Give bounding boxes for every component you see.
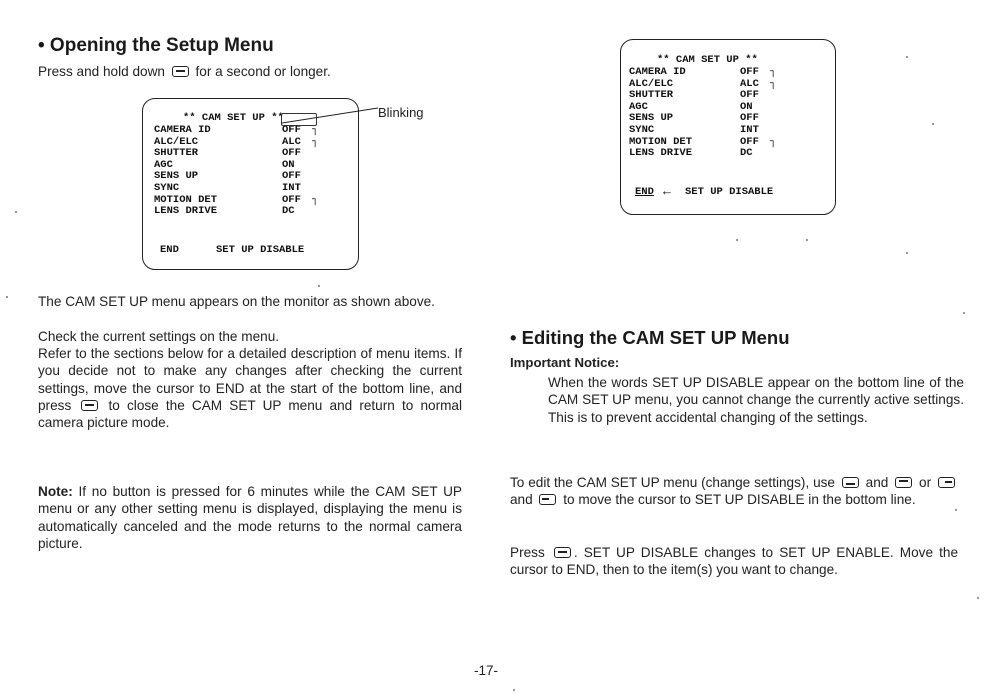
scan-speck (806, 239, 808, 241)
menu-item-label: SYNC (629, 124, 655, 136)
menu-setup-status: SET UP DISABLE (216, 244, 305, 256)
menu-item-label: SENS UP (154, 170, 199, 183)
note-label: Note: (38, 484, 73, 499)
page-number: -17- (474, 663, 499, 678)
edit-text-end: to move the cursor to SET UP DISABLE in the bottom line. (563, 492, 916, 508)
menu-item-label: ALC/ELC (629, 77, 674, 90)
submenu-indicator-icon: ┐ (312, 124, 319, 136)
para-refer-end: to close the CAM SET UP menu and return to normal camera picture mode. (38, 397, 462, 431)
scan-speck (977, 597, 979, 599)
menu-item-value: OFF (282, 193, 301, 206)
para-refer-sections (38, 345, 462, 431)
submenu-indicator-icon: ┐ (770, 66, 777, 78)
menu-item-label: MOTION DET (629, 135, 693, 148)
scan-speck (906, 252, 908, 254)
para-edit-instructions (510, 474, 958, 509)
left-arrow-icon: ← (663, 184, 671, 199)
scan-speck (906, 56, 908, 58)
scan-speck (955, 509, 957, 511)
menu-item-value: OFF (740, 135, 759, 148)
press-text: . SET UP DISABLE changes to SET UP ENABLE. Move the cursor to END, then to the item(s) you want to change. (510, 545, 959, 578)
para-check-settings: Check the current settings on the menu. (38, 329, 280, 344)
menu-item-value: OFF (282, 124, 301, 136)
blinking-label: Blinking (378, 105, 424, 120)
set-button-icon (81, 400, 98, 411)
scan-speck (6, 296, 8, 298)
menu-item-label: CAMERA ID (154, 124, 211, 136)
menu-item-label: SHUTTER (629, 89, 674, 102)
menu-item-label: ALC/ELC (154, 135, 199, 148)
menu-item-value: ON (740, 100, 753, 113)
menu-title: ** CAM SET UP ** (657, 54, 758, 66)
scan-speck (932, 123, 934, 125)
menu-item-value: DC (740, 147, 753, 160)
menu-item-label: MOTION DET (154, 193, 218, 206)
intro-text-start: Press and hold down (38, 64, 165, 79)
edit-text-and: and (865, 475, 889, 490)
scan-speck (963, 312, 965, 314)
menu-item-label: AGC (629, 100, 648, 113)
menu-item-value: OFF (740, 89, 759, 102)
intro-text (38, 63, 458, 80)
edit-text-or: or (919, 475, 932, 490)
submenu-indicator-icon: ┐ (770, 135, 777, 148)
menu-title: ** CAM SET UP ** (183, 112, 284, 124)
submenu-indicator-icon: ┐ (312, 193, 319, 206)
para-press-set (510, 544, 958, 579)
submenu-indicator-icon: ┐ (770, 77, 777, 90)
menu-item-label: SHUTTER (154, 147, 199, 160)
right-button-icon (539, 494, 556, 505)
scan-speck (318, 285, 320, 287)
menu-end-item: END (635, 186, 654, 198)
set-button-icon (554, 547, 571, 558)
menu-item-value: ON (282, 158, 295, 171)
cam-setup-menu-screen-right (620, 39, 836, 215)
press-label: Press (510, 545, 545, 560)
note-block (38, 483, 462, 552)
menu-item-value: OFF (282, 147, 301, 160)
menu-setup-status: SET UP DISABLE (685, 186, 774, 198)
note-text: If no button is pressed for 6 minutes while the CAM SET UP menu or any other setting menu is displayed, displaying the menu is automatically canceled and the mode returns to the normal camera picture. (38, 484, 462, 551)
left-button-icon (938, 477, 955, 488)
menu-item-value: INT (740, 124, 759, 136)
menu-end-item: END (160, 244, 179, 256)
menu-item-label: LENS DRIVE (154, 205, 218, 218)
menu-item-label: CAMERA ID (629, 66, 686, 78)
scan-speck (513, 689, 515, 691)
menu-item-label: SENS UP (629, 112, 674, 125)
menu-item-value: ALC (740, 77, 759, 90)
menu-item-value: DC (282, 205, 295, 218)
menu-item-value: OFF (740, 66, 759, 78)
intro-text-end: for a second or longer. (195, 64, 331, 79)
notice-text: When the words SET UP DISABLE appear on the bottom line of the CAM SET UP menu, you cannot change the currently active settings. This is to prevent accidental changing of the settings. (548, 375, 964, 425)
para-refer-start: Refer to the sections below for a detailed description of menu items. If you decide not to make any changes after checking the current settings, move the cursor to END at the start of the bottom line, and press (38, 346, 462, 413)
scan-speck (736, 239, 738, 241)
edit-text-and-2: and (510, 492, 533, 508)
edit-text-start: To edit the CAM SET UP menu (change settings), use (510, 475, 835, 490)
blinking-leader-line (280, 106, 390, 126)
section-heading-editing: • Editing the CAM SET UP Menu (510, 327, 790, 348)
section-heading-opening: • Opening the Setup Menu (38, 35, 274, 56)
menu-item-value: OFF (740, 112, 759, 125)
menu-item-value: ALC (282, 135, 301, 148)
up-button-icon (842, 477, 859, 488)
menu-item-label: SYNC (154, 182, 180, 194)
menu-item-label: AGC (154, 158, 173, 171)
set-button-icon (172, 66, 189, 77)
scan-speck (15, 211, 17, 213)
menu-item-value: OFF (282, 170, 301, 183)
down-button-icon (895, 477, 912, 488)
notice-label: Important Notice: (510, 355, 620, 370)
menu-item-label: LENS DRIVE (629, 147, 693, 160)
para-menu-appears: The CAM SET UP menu appears on the monitor as shown above. (38, 294, 435, 309)
menu-item-value: INT (282, 182, 301, 194)
submenu-indicator-icon: ┐ (312, 135, 319, 148)
